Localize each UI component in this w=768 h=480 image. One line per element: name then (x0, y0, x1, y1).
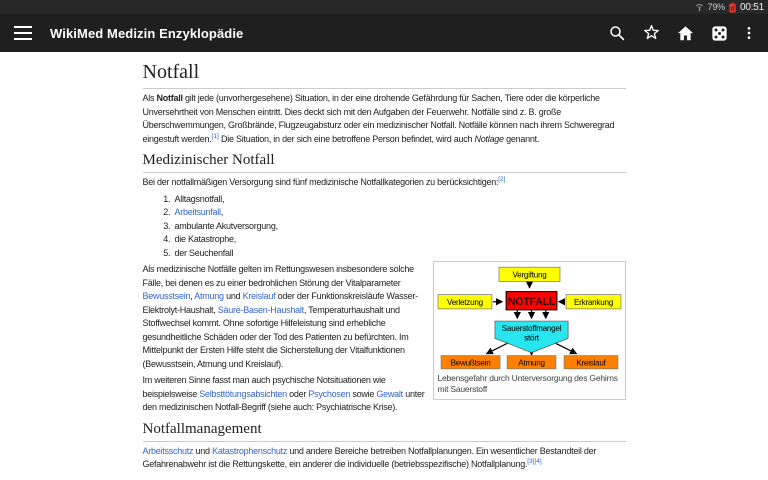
text-span: und andere Bereiche betreiben Notfallplanungen. Ein wesentlicher Bestandteil der Gefahrenabwehr ist die Rettungskette, ein anderer die individuelle (betriebsspezifische) Notfallplanung. (142, 445, 597, 469)
article-link[interactable]: Psychosen (308, 388, 351, 399)
text-span: , (220, 207, 224, 217)
article-link[interactable]: Selbsttötungsabsichten (199, 388, 287, 399)
diagram-label-atmung: Atmung (517, 358, 545, 368)
article-link[interactable]: Arbeitsunfall (174, 207, 221, 217)
list-item (173, 220, 626, 234)
text-span: Bei der notfallmäßigen Versorgung sind fünf medizinische Notfallkategorien zu berücksichtigen: (142, 177, 499, 187)
text-span: genannt. (503, 133, 540, 144)
hamburger-icon (14, 26, 32, 40)
section-title-notfallmanagement: Notfallmanagement (143, 420, 626, 442)
battery-icon (728, 2, 737, 13)
signal-icon (694, 2, 705, 13)
status-icons (694, 2, 764, 13)
random-dice-icon (710, 24, 729, 43)
article (143, 60, 626, 472)
list-item (173, 247, 626, 261)
diagram-label-vergiftung: Vergiftung (511, 270, 547, 280)
home-icon (676, 24, 695, 43)
paragraph-intro (143, 92, 626, 146)
diagram-label-sauerstoffmangel: Sauerstoffmangel (501, 324, 561, 334)
star-icon (642, 24, 661, 43)
text-span: gilt jede (unvorhergesehene) Situation, in der eine drohende Gefährdung für Sachen, Tiere oder die körperliche Unversehrtheit von Menschen eintritt. Dies deckt sich mit den Aufgaben der Feuerwehr. Notfälle sind z. B. große Überschwemmungen, Großbrände, Flugzeugabsturz oder ein medizinischer Notfall. Notfälle können nach ihrem Schweregrad eingestuft werden. (142, 93, 615, 144)
battery-percent: 79% (707, 2, 725, 12)
text-span: Im weiteren Sinne fasst man auch psychische Notsituationen wie beispielsweise (142, 375, 386, 399)
list-item (173, 193, 626, 207)
category-list (143, 193, 626, 261)
text-span: , (190, 291, 195, 301)
text-span: ambulante Akutversorgung, (174, 220, 278, 231)
bookmark-button[interactable] (636, 18, 666, 48)
page-title: Notfall (143, 60, 626, 89)
notfall-diagram-image (436, 264, 623, 370)
diagram-label-stoert: stört (523, 333, 539, 343)
article-link[interactable]: Gewalt (376, 388, 403, 399)
list-item (173, 233, 626, 247)
italic-text: Notlage (474, 133, 504, 144)
bold-text: Notfall (156, 93, 183, 103)
article-link[interactable]: Atmung (194, 291, 224, 301)
diagram-thumbnail[interactable] (433, 261, 626, 400)
diagram-label-kreislauf: Kreislauf (575, 358, 606, 368)
reference-link[interactable]: [3][4] (527, 458, 542, 465)
text-span: Als medizinische Notfälle gelten im Rettungswesen insbesondere solche Fälle, bei denen es zu einer bedrohlichen Störung der Vitalparameter (142, 264, 414, 288)
diagram-caption: Lebensgefahr durch Unterversorgung des Gehirns mit Sauerstoff (437, 373, 618, 394)
overflow-menu-icon (741, 24, 757, 42)
article-scroll-area[interactable] (0, 52, 768, 480)
app-title: WikiMed Medizin Enzyklopädie (50, 25, 244, 41)
text-span: und (223, 291, 243, 301)
text-span: oder (286, 388, 309, 399)
article-link[interactable]: Kreislauf (242, 291, 276, 301)
text-span: und (193, 445, 213, 456)
text-span: Als (142, 93, 157, 103)
text-span: der Seuchenfall (174, 247, 234, 258)
diagram-label-bewusstsein: Bewußtsein (450, 358, 491, 368)
home-button[interactable] (670, 18, 700, 48)
article-link[interactable]: Katastrophenschutz (212, 445, 288, 456)
text-span: oder der Funktionskreisläufe Wasser-Elektrolyt-Haushalt, (142, 291, 418, 315)
app-bar (0, 14, 768, 52)
diagram-label-verletzung: Verletzung (446, 297, 483, 307)
diagram-label-notfall: NOTFALL (507, 295, 555, 308)
text-span: unter den medizinischen Notfall-Begriff (siehe auch: Psychiatrische Krise). (142, 388, 425, 412)
search-icon (608, 24, 626, 42)
random-article-button[interactable] (704, 18, 734, 48)
article-link[interactable]: Arbeitsschutz (142, 445, 194, 456)
paragraph-categories-intro (143, 176, 626, 190)
text-span: Alltagsnotfall, (174, 193, 225, 204)
clock: 00:51 (739, 1, 764, 13)
article-link[interactable]: Bewusstsein (142, 291, 191, 301)
app-bar-actions (602, 18, 760, 48)
status-bar (0, 0, 768, 14)
list-item (173, 206, 626, 220)
section-title-medizinischer-notfall: Medizinischer Notfall (143, 151, 626, 173)
reference-link[interactable]: [2] (498, 176, 506, 183)
reference-link[interactable]: [1] (211, 132, 219, 140)
article-link[interactable]: Säure-Basen-Haushalt (217, 304, 304, 315)
paragraph-management (143, 445, 626, 472)
text-span: , Temperaturhaushalt und Stoffwechsel kommt. Ohne sofortige Hilfeleistung sind erhebliche gesundheitliche Schäden oder der Tod des Patienten zu befürchten. Im Mittelpunkt der Ersten Hilfe steht die Sicherstellung der Vitalfunktionen (Bewusstsein, Atmung und Kreislauf). (142, 304, 409, 369)
diagram-label-erkrankung: Erkrankung (573, 297, 613, 307)
text-span: die Katastrophe, (174, 234, 237, 244)
menu-button[interactable] (8, 18, 38, 48)
search-button[interactable] (602, 18, 632, 48)
text-span: sowie (350, 388, 377, 399)
overflow-menu-button[interactable] (738, 18, 760, 48)
text-span: Die Situation, in der sich eine betroffene Person befindet, wird auch (218, 133, 475, 144)
